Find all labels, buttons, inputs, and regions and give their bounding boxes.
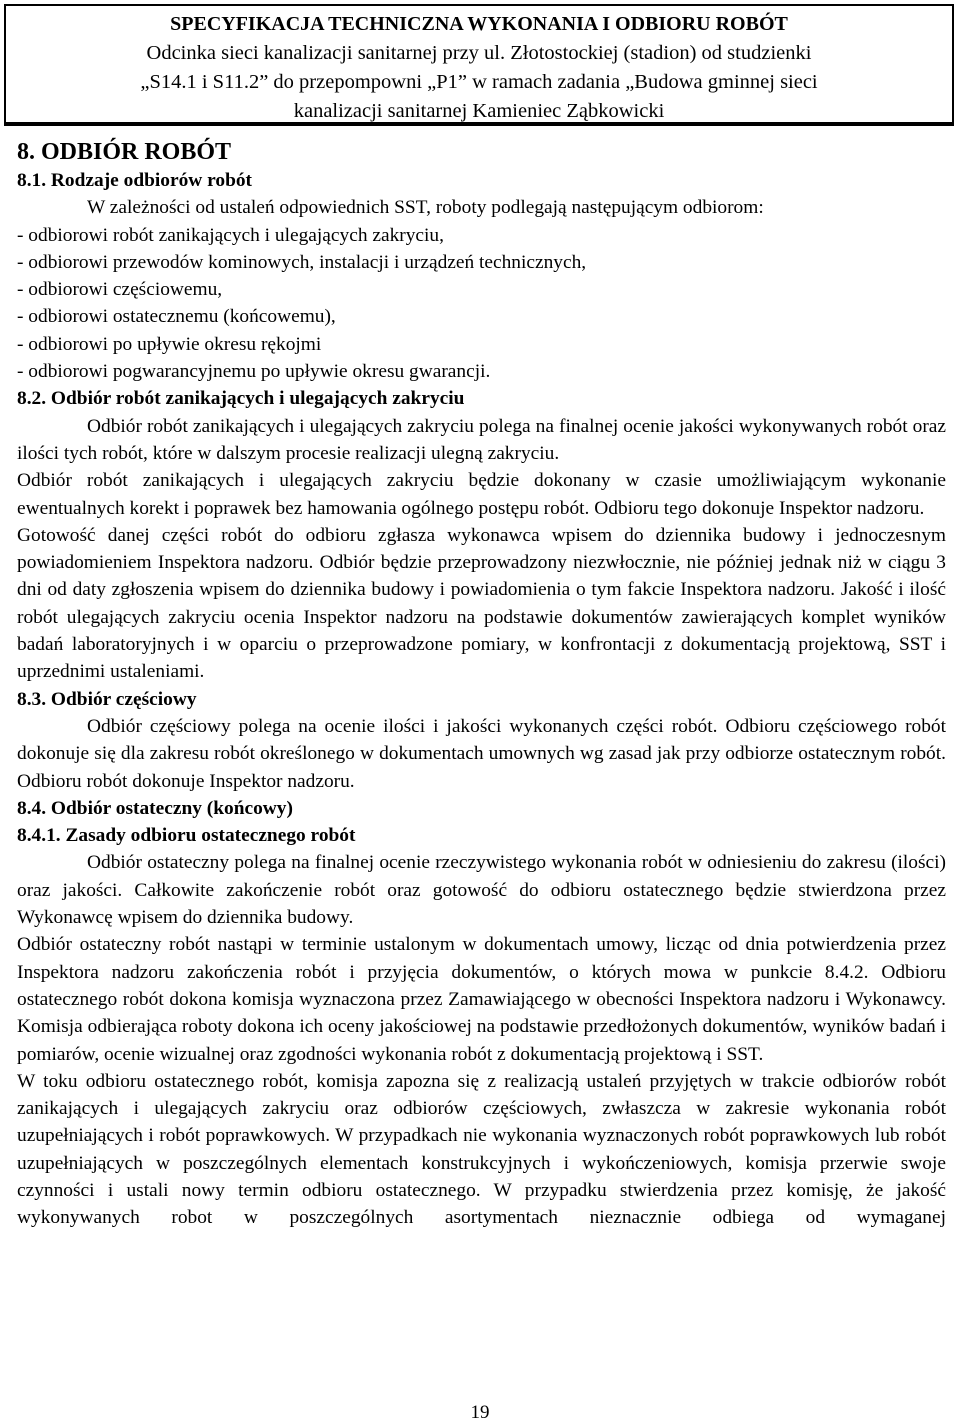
section-8-2-paragraph-3: Gotowość danej części robót do odbioru zgłasza wykonawca wpisem do dziennika budowy i jednoczesnym powiadomieniem Inspektora nadzoru. Odbiór będzie przeprowadzony niezwłocznie, nie później jednak niż w ciągu 3 dni od daty zgłoszenia wpisem do dziennika budowy i powiadomienia o tym fakcie Inspektora nadzoru. Jakość i ilość robót ulegających zakryciu ocenia Inspektor nadzoru na podstawie dokumentów zawierających komplet wyników badań laboratoryjnych i w oparciu o przeprowadzone pomiary, w konfrontacji z dokumentacją projektową, SST i uprzednimi ustaleniami. — [17, 524, 946, 683]
section-8-1-heading: 8.1. Rodzaje odbiorów robót — [17, 170, 253, 191]
section-8-2-paragraph-1: Odbiór robót zanikających i ulegających zakryciu polega na finalnej ocenie jakości wykonywanych robót oraz ilości tych robót, które w dalszym procesie realizacji ulegną zakryciu. — [17, 415, 946, 464]
section-8-4-heading: 8.4. Odbiór ostateczny (końcowy) — [17, 797, 293, 819]
list-item: - odbiorowi ostatecznemu (końcowemu), — [17, 306, 336, 328]
section-8-4-1-paragraph-3: W toku odbioru ostatecznego robót, komisja zapozna się z realizacją ustaleń przyjętych w trakcie odbiorów robót zanikających i ulegających zakryciu oraz odbiorów częściowych, zwłaszcza w zakresie wykonania robót uzupełniających i robót poprawkowych. W przypadkach nie wykonania wyznaczonych robót poprawkowych lub robót uzupełniających w poszczególnych elementach konstrukcyjnych i wykończeniowych, komisja przerwie swoje czynności i ustali nowy termin odbioru ostatecznego. W przypadku stwierdzenia przez komisję, że jakość wykonywanych robot w poszczególnych asortymentach nieznacznie odbiega od wymaganej — [17, 1070, 946, 1229]
list-item: - odbiorowi pogwarancyjnemu po upływie okresu gwarancji. — [17, 361, 491, 383]
page-number: 19 — [470, 1402, 490, 1423]
document-title: SPECYFIKACJA TECHNICZNA WYKONANIA I ODBIORU ROBÓT — [170, 13, 788, 35]
list-item: - odbiorowi przewodów kominowych, instalacji i urządzeń technicznych, — [17, 251, 587, 273]
document-subtitle-line-1: Odcinka sieci kanalizacji sanitarnej przy ul. Złotostockiej (stadion) od studzienki — [146, 42, 812, 64]
section-8-2-heading: 8.2. Odbiór robót zanikających i ulegających zakryciu — [17, 388, 465, 410]
document-header — [4, 4, 954, 126]
document-body — [17, 138, 946, 1232]
section-8-4-1-heading: 8.4.1. Zasady odbioru ostatecznego robót — [17, 825, 356, 847]
section-8-3-heading: 8.3. Odbiór częściowy — [17, 688, 197, 710]
document-subtitle-line-2: „S14.1 i S11.2” do przepompowni „P1” w ramach zadania „Budowa gminnej sieci — [140, 71, 818, 93]
list-item: - odbiorowi po upływie okresu rękojmi — [17, 333, 322, 355]
section-8-1-intro: W zależności od ustaleń odpowiednich SST, roboty podlegają następującym odbiorom: — [87, 197, 764, 219]
section-8-3-paragraph-1: Odbiór częściowy polega na ocenie ilości i jakości wykonanych części robót. Odbioru częściowego robót dokonuje się dla zakresu robót określonego w dokumentach umownych wg zasad jak przy odbiorze ostatecznym robót. Odbioru robót dokonuje Inspektor nadzoru. — [17, 715, 946, 792]
section-8-heading: 8. ODBIÓR ROBÓT — [17, 139, 232, 165]
list-item: - odbiorowi robót zanikających i ulegających zakryciu, — [17, 224, 444, 246]
document-subtitle-line-3: kanalizacji sanitarnej Kamieniec Ząbkowicki — [293, 100, 665, 122]
list-item: - odbiorowi częściowemu, — [17, 279, 223, 301]
section-8-4-1-paragraph-2: Odbiór ostateczny robót nastąpi w terminie ustalonym w dokumentach umowy, licząc od dnia potwierdzenia przez Inspektora nadzoru zakończenia robót i przyjęcia dokumentów, o których mowa w punkcie 8.4.2. Odbioru ostatecznego robót dokona komisja wyznaczona przez Zamawiającego w obecności Inspektora nadzoru i Wykonawcy. Komisja odbierająca roboty dokona ich oceny jakościowej na podstawie przedłożonych dokumentów, wyników badań i pomiarów, ocenie wizualnej oraz zgodności wykonania robót z dokumentacją projektową i SST. — [17, 934, 946, 1065]
section-8-2-paragraph-2: Odbiór robót zanikających i ulegających zakryciu będzie dokonany w czasie umożliwiającym wykonanie ewentualnych korekt i poprawek bez hamowania ogólnego postępu robót. Odbioru tego dokonuje Inspektor nadzoru. — [17, 470, 946, 519]
section-8-4-1-paragraph-1: Odbiór ostateczny polega na finalnej ocenie rzeczywistego wykonania robót w odniesieniu do zakresu (ilości) oraz jakości. Całkowite zakończenie robót oraz gotowość do odbioru ostatecznego będzie stwierdzona przez Wykonawcę wpisem do dziennika budowy. — [17, 852, 946, 929]
